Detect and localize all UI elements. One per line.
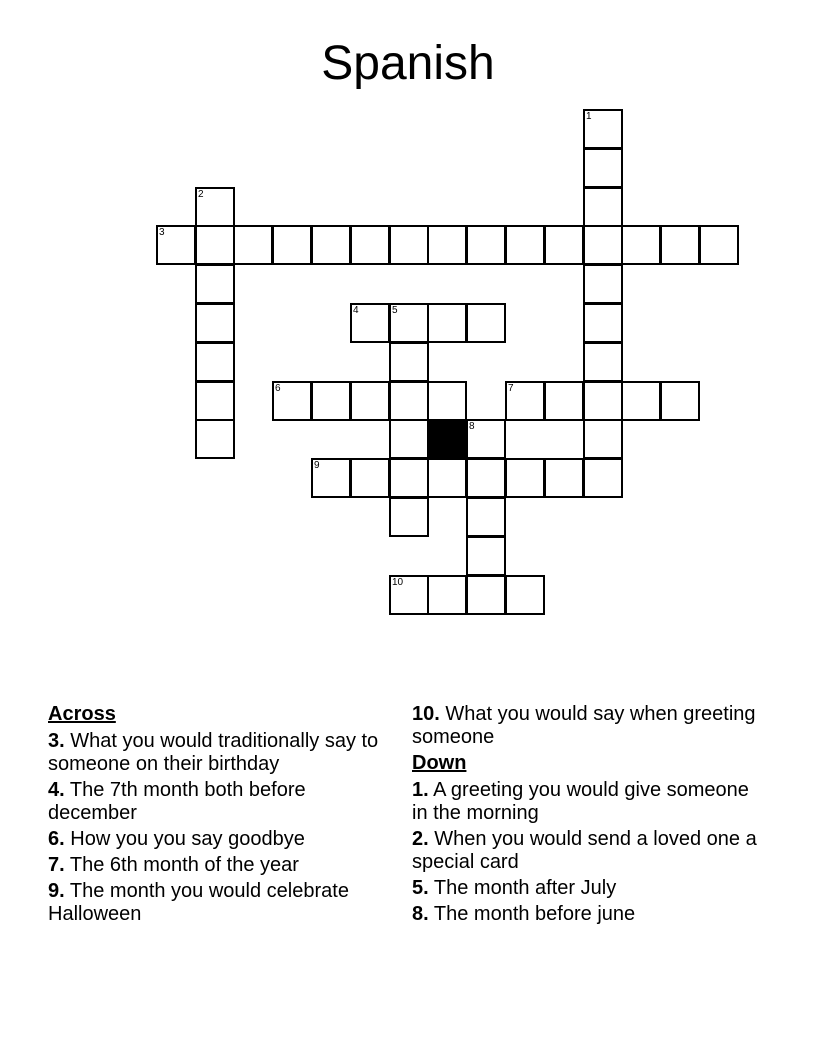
grid-cell[interactable]: [505, 458, 545, 498]
clue-number: 10: [392, 577, 404, 588]
grid-cell[interactable]: [195, 187, 235, 227]
grid-cell[interactable]: [544, 458, 584, 498]
down-heading: Down: [412, 752, 467, 774]
clue-number: 3: [159, 227, 165, 238]
page-title: Spanish: [321, 37, 495, 90]
grid-cell[interactable]: [350, 381, 390, 421]
grid-cell[interactable]: [466, 536, 506, 576]
clue-down-5: 5. The month after July: [412, 877, 617, 899]
grid-cell[interactable]: [311, 225, 351, 265]
clue-across-4: 4. The 7th month both before december: [48, 779, 306, 824]
grid-cell[interactable]: [389, 225, 429, 265]
clues-column-right: [412, 703, 757, 929]
clue-number: 7: [508, 383, 514, 394]
grid-cell[interactable]: [583, 303, 623, 343]
grid-cell[interactable]: [195, 225, 235, 265]
clue-across-10: 10. What you would say when greeting someone: [412, 703, 756, 748]
grid-cell[interactable]: [195, 342, 235, 382]
grid-cell[interactable]: [350, 303, 390, 343]
grid-cell[interactable]: [311, 458, 351, 498]
grid-cell[interactable]: [311, 381, 351, 421]
grid-cell[interactable]: [583, 148, 623, 188]
grid-cell[interactable]: [466, 303, 506, 343]
grid-cell[interactable]: [505, 575, 545, 615]
grid-cell[interactable]: [505, 381, 545, 421]
grid-cell[interactable]: [156, 225, 196, 265]
grid-block: [427, 419, 467, 459]
grid-cell[interactable]: [699, 225, 739, 265]
grid-cell[interactable]: [621, 225, 661, 265]
clue-down-8: 8. The month before june: [412, 903, 636, 925]
grid-cell[interactable]: [621, 381, 661, 421]
clue-number: 8: [469, 421, 475, 432]
grid-cell[interactable]: [195, 419, 235, 459]
clue-across-3: 3. What you would traditionally say to someone on their birthday: [48, 730, 379, 775]
grid-cell[interactable]: [544, 225, 584, 265]
across-heading: Across: [48, 703, 116, 725]
grid-cell[interactable]: [233, 225, 273, 265]
grid-cell[interactable]: [583, 419, 623, 459]
grid-cell[interactable]: [389, 497, 429, 537]
grid-cell[interactable]: [272, 225, 312, 265]
grid-cell[interactable]: [505, 225, 545, 265]
grid-cell[interactable]: [466, 419, 506, 459]
grid-cell[interactable]: [583, 458, 623, 498]
grid-cell[interactable]: [583, 342, 623, 382]
grid-cell[interactable]: [272, 381, 312, 421]
grid-cell[interactable]: [389, 575, 429, 615]
clue-down-2: 2. When you would send a loved one a special card: [412, 828, 757, 873]
grid-cell[interactable]: [389, 381, 429, 421]
grid-cell[interactable]: [389, 342, 429, 382]
grid-cell[interactable]: [583, 381, 623, 421]
grid-cell[interactable]: [389, 419, 429, 459]
grid-cell[interactable]: [389, 303, 429, 343]
grid-cell[interactable]: [427, 225, 467, 265]
clue-number: 4: [353, 305, 359, 316]
grid-cell[interactable]: [583, 225, 623, 265]
grid-cell[interactable]: [427, 458, 467, 498]
grid-cell[interactable]: [466, 458, 506, 498]
clue-across-7: 7. The 6th month of the year: [48, 854, 299, 876]
clue-number: 9: [314, 460, 320, 471]
grid-cell[interactable]: [466, 575, 506, 615]
clue-number: 5: [392, 305, 398, 316]
grid-cell[interactable]: [350, 225, 390, 265]
grid-cell[interactable]: [195, 303, 235, 343]
grid-cell[interactable]: [427, 575, 467, 615]
clue-across-6: 6. How you you say goodbye: [48, 828, 305, 850]
grid-cell[interactable]: [195, 381, 235, 421]
clue-down-1: 1. A greeting you would give someone in the morning: [412, 779, 749, 824]
grid-cell[interactable]: [583, 109, 623, 149]
grid-cell[interactable]: [660, 381, 700, 421]
clues-column-left: [48, 703, 393, 929]
clue-number: 6: [275, 383, 281, 394]
clue-number: 1: [586, 111, 592, 122]
grid-cell[interactable]: [350, 458, 390, 498]
grid-cell[interactable]: [544, 381, 584, 421]
grid-cell[interactable]: [583, 264, 623, 304]
clue-across-9: 9. The month you would celebrate Halloween: [48, 880, 349, 925]
grid-cell[interactable]: [583, 187, 623, 227]
grid-cell[interactable]: [427, 381, 467, 421]
grid-cell[interactable]: [389, 458, 429, 498]
grid-cell[interactable]: [427, 303, 467, 343]
grid-cell[interactable]: [466, 225, 506, 265]
grid-cell[interactable]: [466, 497, 506, 537]
grid-cell[interactable]: [660, 225, 700, 265]
grid-cell[interactable]: [195, 264, 235, 304]
clue-number: 2: [198, 189, 204, 200]
